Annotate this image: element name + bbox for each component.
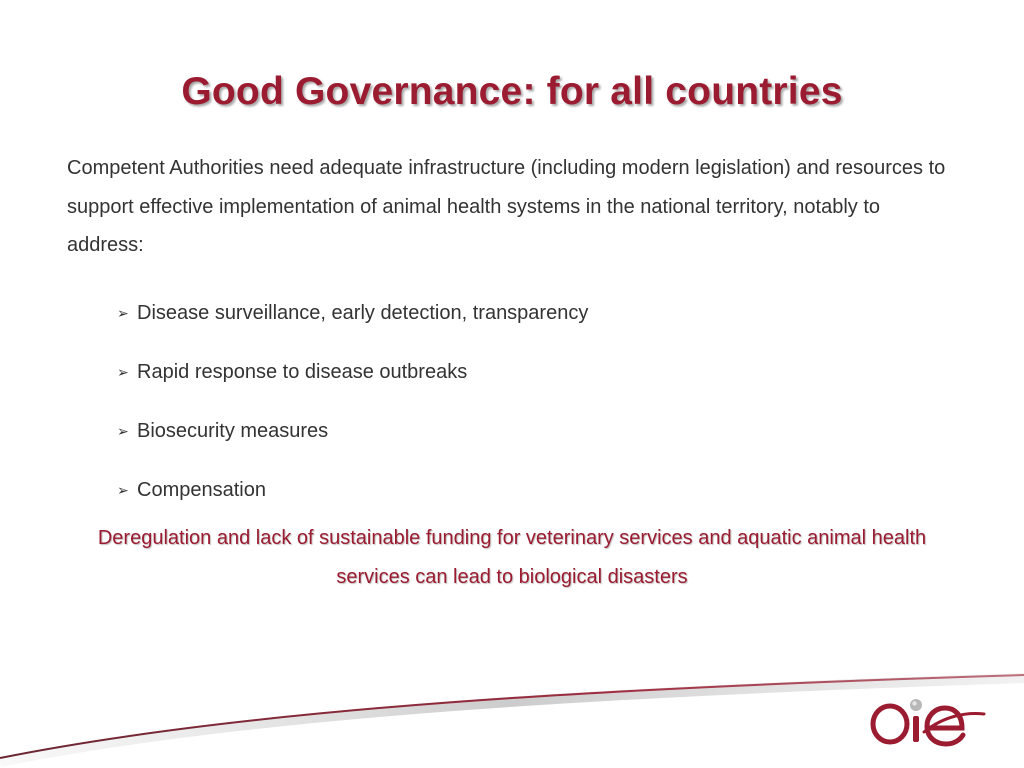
arrow-bullet-icon: ➢	[117, 305, 129, 321]
bullet-item	[117, 284, 588, 343]
bullet-text: Disease surveillance, early detection, transparency	[137, 302, 589, 324]
bullet-item	[117, 461, 588, 520]
bullet-text: Compensation	[137, 479, 266, 501]
intro-paragraph: Competent Authorities need adequate infrastructure (including modern legislation) and resources to support effective implementation of animal health systems in the national territory, notably to address:	[67, 157, 946, 256]
slide-title: Good Governance: for all countries	[181, 70, 843, 113]
bullet-item	[117, 402, 588, 461]
arrow-bullet-icon: ➢	[117, 423, 129, 439]
warning-statement: Deregulation and lack of sustainable funding for veterinary services and aquatic animal health services can lead to biological disasters	[97, 527, 927, 588]
arrow-bullet-icon: ➢	[117, 482, 129, 498]
arrow-bullet-icon: ➢	[117, 364, 129, 380]
bullet-text: Rapid response to disease outbreaks	[137, 361, 468, 383]
bullet-list	[117, 284, 588, 520]
bullet-item	[117, 343, 588, 402]
oie-logo	[866, 690, 986, 750]
bullet-text: Biosecurity measures	[137, 420, 329, 442]
